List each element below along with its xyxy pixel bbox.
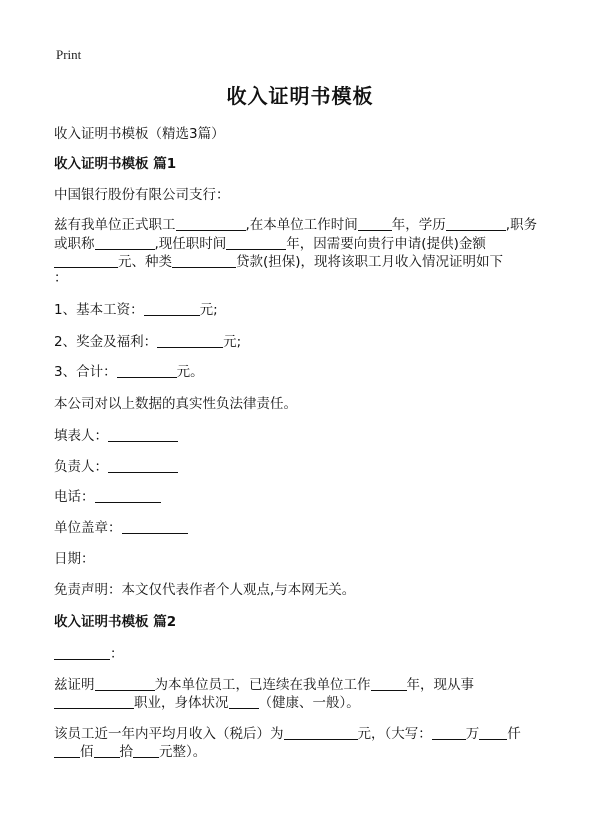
section2-paragraph1-line2 xyxy=(54,691,360,711)
item-bonus xyxy=(54,330,241,350)
blank-field[interactable] xyxy=(226,236,286,250)
section2-paragraph1-line1 xyxy=(54,673,474,693)
blank-field[interactable] xyxy=(117,364,177,378)
field-responsible xyxy=(54,455,178,475)
blank-field[interactable] xyxy=(54,744,80,758)
text: 或职称 xyxy=(54,236,95,252)
text: 年，现从事 xyxy=(406,677,474,693)
field-date: 日期： xyxy=(54,551,95,567)
text: 拾 xyxy=(119,744,133,760)
section1-paragraph-line4: ： xyxy=(54,270,68,286)
section1-paragraph-line3 xyxy=(54,250,503,270)
item-unit: 元。 xyxy=(176,364,204,380)
print-label[interactable]: Print xyxy=(56,47,82,62)
blank-field[interactable] xyxy=(432,726,466,740)
field-label: 电话： xyxy=(54,489,95,505)
section2-heading: 收入证明书模板 篇2 xyxy=(54,614,177,630)
text: （健康、一般）。 xyxy=(258,695,360,711)
text: 佰 xyxy=(80,744,94,760)
text: 万 xyxy=(465,726,480,742)
blank-field[interactable] xyxy=(358,217,392,231)
text: ,职务 xyxy=(505,217,538,233)
blank-field[interactable] xyxy=(371,677,407,691)
blank-field[interactable] xyxy=(479,726,507,740)
text: 元，（大写： xyxy=(357,726,432,742)
text: 元、种类 xyxy=(118,254,172,270)
section1-paragraph-line1 xyxy=(54,213,537,233)
item-unit: 元; xyxy=(223,334,242,350)
field-preparer xyxy=(54,424,178,444)
item-total xyxy=(54,360,204,380)
blank-field[interactable] xyxy=(446,217,506,231)
intro-line: 收入证明书模板（精选3篇） xyxy=(54,126,225,142)
item-basic-salary xyxy=(54,298,218,318)
text: 贷款(担保)，现将该职工月收入情况证明如下 xyxy=(236,254,504,270)
text: 仟 xyxy=(507,726,521,742)
blank-field[interactable] xyxy=(54,646,110,660)
blank-field[interactable] xyxy=(95,677,155,691)
field-seal xyxy=(54,516,188,536)
section2-paragraph2-line1 xyxy=(54,722,521,742)
item-label: 3、合计： xyxy=(54,364,117,380)
blank-field[interactable] xyxy=(108,428,178,442)
blank-field[interactable] xyxy=(144,302,200,316)
text: ,现任职时间 xyxy=(154,236,227,252)
text: 兹证明 xyxy=(54,677,95,693)
blank-field[interactable] xyxy=(95,236,155,250)
blank-field[interactable] xyxy=(176,217,246,231)
blank-field[interactable] xyxy=(172,254,236,268)
blank-field[interactable] xyxy=(54,695,134,709)
blank-field[interactable] xyxy=(284,726,358,740)
text: 该员工近一年内平均月收入（税后）为 xyxy=(54,726,284,742)
text: 年，因需要向贵行申请(提供)金额 xyxy=(286,236,486,252)
blank-field[interactable] xyxy=(108,459,178,473)
page-title: 收入证明书模板 xyxy=(226,84,374,108)
section1-addressee: 中国银行股份有限公司支行： xyxy=(54,187,230,203)
section1-heading: 收入证明书模板 篇1 xyxy=(54,156,177,172)
text: 元整）。 xyxy=(159,744,207,760)
section2-addressee xyxy=(54,642,124,662)
text: ： xyxy=(110,646,124,662)
blank-field[interactable] xyxy=(133,744,159,758)
text: 年，学历 xyxy=(391,217,446,233)
field-phone xyxy=(54,485,161,505)
text: 为本单位员工，已连续在我单位工作 xyxy=(154,677,371,693)
statement: 本公司对以上数据的真实性负法律责任。 xyxy=(54,396,297,412)
text: ,在本单位工作时间 xyxy=(245,217,358,233)
field-label: 单位盖章： xyxy=(54,520,122,536)
item-label: 2、奖金及福利： xyxy=(54,334,158,350)
blank-field[interactable] xyxy=(122,520,188,534)
item-unit: 元; xyxy=(199,302,218,318)
blank-field[interactable] xyxy=(95,489,161,503)
section2-paragraph2-line2 xyxy=(54,740,206,760)
blank-field[interactable] xyxy=(157,334,223,348)
disclaimer: 免责声明：本文仅代表作者个人观点,与本网无关。 xyxy=(54,582,356,598)
field-label: 负责人： xyxy=(54,459,108,475)
section1-paragraph-line2 xyxy=(54,232,486,252)
text: 兹有我单位正式职工 xyxy=(54,217,176,233)
blank-field[interactable] xyxy=(229,695,259,709)
item-label: 1、基本工资： xyxy=(54,302,144,318)
blank-field[interactable] xyxy=(94,744,120,758)
field-label: 填表人： xyxy=(54,428,108,444)
text: 职业，身体状况 xyxy=(134,695,229,711)
